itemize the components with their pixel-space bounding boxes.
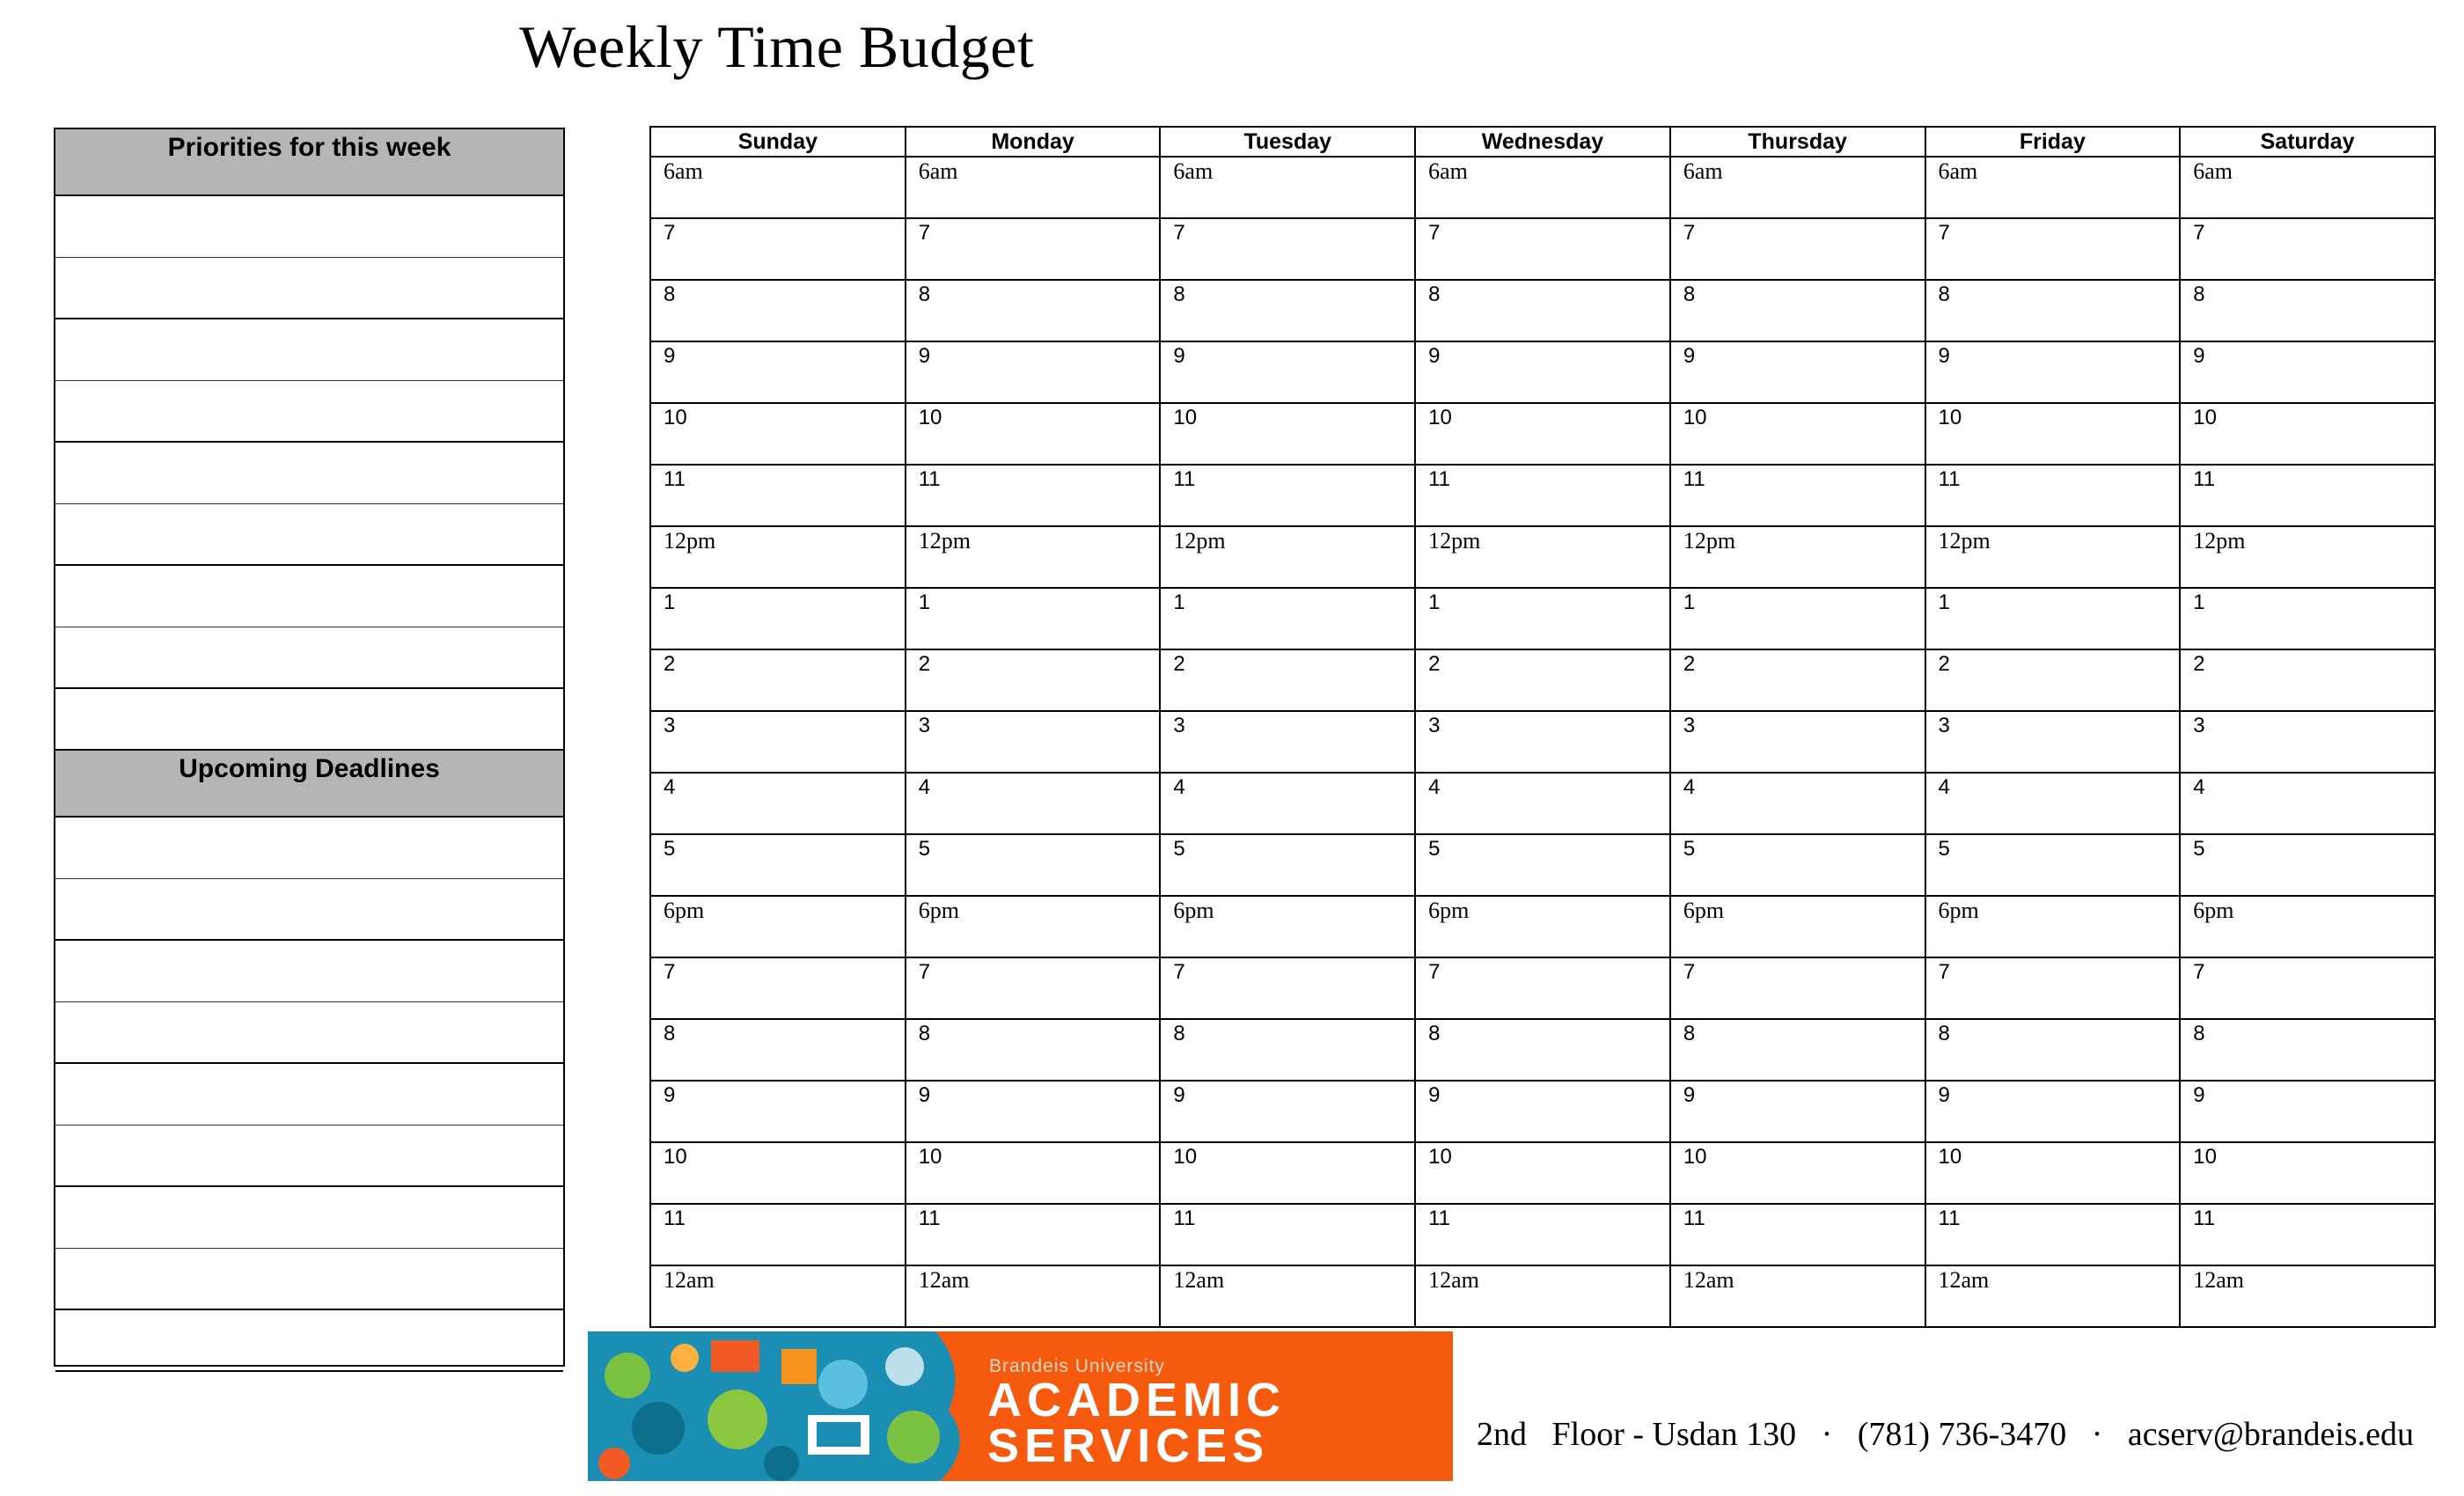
time-slot[interactable]: 10 xyxy=(2180,1142,2435,1204)
time-slot[interactable]: 6pm xyxy=(1415,896,1670,957)
writing-line[interactable] xyxy=(55,381,563,443)
time-row xyxy=(650,341,2435,403)
time-slot[interactable]: 11 xyxy=(906,1204,1161,1265)
time-slot[interactable]: 11 xyxy=(650,1204,906,1265)
time-slot[interactable]: 5 xyxy=(1670,834,1925,896)
footer-location: 2nd Floor - Usdan 130 xyxy=(1477,1416,1797,1453)
time-slot[interactable]: 12am xyxy=(650,1265,906,1327)
priorities-header: Priorities for this week xyxy=(55,129,563,196)
footer-email: acserv@brandeis.edu xyxy=(2127,1416,2415,1453)
time-slot[interactable]: 11 xyxy=(1415,465,1670,526)
writing-line[interactable] xyxy=(55,818,563,879)
time-slot[interactable]: 7 xyxy=(1160,218,1415,280)
time-slot[interactable]: 3 xyxy=(1925,711,2181,773)
time-slot[interactable]: 1 xyxy=(650,588,906,649)
time-slot[interactable]: 7 xyxy=(1415,218,1670,280)
time-slot[interactable]: 7 xyxy=(906,957,1161,1019)
time-slot[interactable]: 6pm xyxy=(1670,896,1925,957)
time-slot[interactable]: 9 xyxy=(2180,1081,2435,1142)
time-slot[interactable]: 11 xyxy=(1160,1204,1415,1265)
writing-line[interactable] xyxy=(55,1249,563,1310)
time-slot[interactable]: 12pm xyxy=(2180,526,2435,588)
time-slot[interactable]: 8 xyxy=(1415,280,1670,341)
time-slot[interactable]: 1 xyxy=(1670,588,1925,649)
time-slot[interactable]: 10 xyxy=(1925,1142,2181,1204)
time-slot[interactable]: 12am xyxy=(1415,1265,1670,1327)
writing-line[interactable] xyxy=(55,258,563,319)
time-slot[interactable]: 3 xyxy=(1415,711,1670,773)
time-row xyxy=(650,1265,2435,1327)
time-slot[interactable]: 7 xyxy=(650,218,906,280)
writing-line[interactable] xyxy=(55,879,563,941)
time-slot[interactable]: 6am xyxy=(1925,157,2181,218)
day-header-wednesday: Wednesday xyxy=(1415,127,1670,157)
time-slot[interactable]: 10 xyxy=(650,403,906,465)
time-slot[interactable]: 6pm xyxy=(650,896,906,957)
time-slot[interactable]: 10 xyxy=(1925,403,2181,465)
writing-line[interactable] xyxy=(55,627,563,689)
time-slot[interactable]: 11 xyxy=(1925,465,2181,526)
time-slot[interactable]: 8 xyxy=(2180,280,2435,341)
time-slot[interactable]: 2 xyxy=(1925,649,2181,711)
time-slot[interactable]: 1 xyxy=(1160,588,1415,649)
time-slot[interactable]: 5 xyxy=(906,834,1161,896)
time-row xyxy=(650,526,2435,588)
time-slot[interactable]: 8 xyxy=(1670,1019,1925,1081)
time-slot[interactable]: 4 xyxy=(1160,773,1415,834)
time-slot[interactable]: 12pm xyxy=(1925,526,2181,588)
day-header-row xyxy=(650,127,2435,157)
university-name: Brandeis University xyxy=(989,1356,1165,1376)
time-slot[interactable]: 10 xyxy=(906,1142,1161,1204)
time-slot[interactable]: 8 xyxy=(906,1019,1161,1081)
time-slot[interactable]: 12pm xyxy=(1670,526,1925,588)
day-header-saturday: Saturday xyxy=(2180,127,2435,157)
time-slot[interactable]: 10 xyxy=(906,403,1161,465)
time-slot[interactable]: 4 xyxy=(906,773,1161,834)
time-slot[interactable]: 8 xyxy=(1160,1019,1415,1081)
time-slot[interactable]: 3 xyxy=(906,711,1161,773)
writing-line[interactable] xyxy=(55,1310,563,1372)
time-slot[interactable]: 9 xyxy=(650,341,906,403)
time-slot[interactable]: 9 xyxy=(650,1081,906,1142)
time-slot[interactable]: 10 xyxy=(1160,1142,1415,1204)
time-slot[interactable]: 6pm xyxy=(2180,896,2435,957)
time-slot[interactable]: 12pm xyxy=(906,526,1161,588)
writing-line[interactable] xyxy=(55,1187,563,1249)
weekly-calendar xyxy=(649,126,2436,1328)
time-slot[interactable]: 6am xyxy=(1670,157,1925,218)
writing-line[interactable] xyxy=(55,1126,563,1187)
time-slot[interactable]: 12pm xyxy=(650,526,906,588)
time-slot[interactable]: 3 xyxy=(2180,711,2435,773)
day-header-sunday: Sunday xyxy=(650,127,906,157)
writing-line[interactable] xyxy=(55,941,563,1002)
time-slot[interactable]: 8 xyxy=(1670,280,1925,341)
time-slot[interactable]: 7 xyxy=(650,957,906,1019)
time-slot[interactable]: 12pm xyxy=(1415,526,1670,588)
time-slot[interactable]: 6am xyxy=(650,157,906,218)
footer-phone: (781) 736-3470 xyxy=(1857,1416,2067,1453)
time-slot[interactable]: 3 xyxy=(650,711,906,773)
time-slot[interactable]: 11 xyxy=(1670,465,1925,526)
time-row xyxy=(650,1081,2435,1142)
time-slot[interactable]: 3 xyxy=(1670,711,1925,773)
time-slot[interactable]: 6pm xyxy=(1925,896,2181,957)
time-slot[interactable]: 8 xyxy=(1160,280,1415,341)
time-slot[interactable]: 11 xyxy=(1160,465,1415,526)
time-slot[interactable]: 12am xyxy=(1670,1265,1925,1327)
time-slot[interactable]: 7 xyxy=(1925,218,2181,280)
time-slot[interactable]: 7 xyxy=(1670,218,1925,280)
time-slot[interactable]: 8 xyxy=(1415,1019,1670,1081)
time-slot[interactable]: 10 xyxy=(1415,1142,1670,1204)
time-slot[interactable]: 4 xyxy=(1670,773,1925,834)
footer-separator: · xyxy=(2091,1416,2103,1453)
priorities-list xyxy=(55,196,563,751)
page-title: Weekly Time Budget xyxy=(519,13,1035,80)
time-slot[interactable]: 8 xyxy=(650,1019,906,1081)
time-slot[interactable]: 8 xyxy=(650,280,906,341)
time-row xyxy=(650,280,2435,341)
time-slot[interactable]: 2 xyxy=(1415,649,1670,711)
writing-line[interactable] xyxy=(55,689,563,751)
time-slot[interactable]: 1 xyxy=(2180,588,2435,649)
time-slot[interactable]: 7 xyxy=(2180,957,2435,1019)
writing-line[interactable] xyxy=(55,566,563,627)
deadlines-list xyxy=(55,818,563,1372)
time-slot[interactable]: 4 xyxy=(1415,773,1670,834)
time-slot[interactable]: 2 xyxy=(906,649,1161,711)
day-header-tuesday: Tuesday xyxy=(1160,127,1415,157)
time-slot[interactable]: 10 xyxy=(1160,403,1415,465)
time-slot[interactable]: 5 xyxy=(1925,834,2181,896)
time-slot[interactable]: 10 xyxy=(2180,403,2435,465)
time-slot[interactable]: 1 xyxy=(1925,588,2181,649)
time-slot[interactable]: 9 xyxy=(906,341,1161,403)
writing-line[interactable] xyxy=(55,443,563,504)
time-slot[interactable]: 12am xyxy=(1160,1265,1415,1327)
time-row xyxy=(650,157,2435,218)
time-slot[interactable]: 12am xyxy=(906,1265,1161,1327)
day-header-thursday: Thursday xyxy=(1670,127,1925,157)
time-slot[interactable]: 5 xyxy=(1160,834,1415,896)
time-row xyxy=(650,1204,2435,1265)
banner-line-services: SERVICES xyxy=(987,1419,1270,1472)
day-header-monday: Monday xyxy=(906,127,1161,157)
calendar-body xyxy=(650,157,2435,1327)
writing-line[interactable] xyxy=(55,504,563,566)
time-slot[interactable]: 2 xyxy=(2180,649,2435,711)
academic-services-banner xyxy=(588,1331,1453,1481)
day-header-friday: Friday xyxy=(1925,127,2181,157)
writing-line[interactable] xyxy=(55,196,563,258)
time-slot[interactable]: 6pm xyxy=(906,896,1161,957)
time-slot[interactable]: 5 xyxy=(1415,834,1670,896)
time-slot[interactable]: 7 xyxy=(1160,957,1415,1019)
time-slot[interactable]: 12am xyxy=(2180,1265,2435,1327)
time-slot[interactable]: 7 xyxy=(2180,218,2435,280)
time-slot[interactable]: 4 xyxy=(2180,773,2435,834)
footer-separator: · xyxy=(1821,1416,1833,1453)
banner-artwork xyxy=(588,1331,966,1481)
time-row xyxy=(650,1142,2435,1204)
time-row xyxy=(650,957,2435,1019)
time-slot[interactable]: 9 xyxy=(1925,1081,2181,1142)
time-slot[interactable]: 6am xyxy=(906,157,1161,218)
time-slot[interactable]: 7 xyxy=(1670,957,1925,1019)
time-slot[interactable]: 2 xyxy=(1160,649,1415,711)
time-slot[interactable]: 11 xyxy=(906,465,1161,526)
time-slot[interactable]: 7 xyxy=(1415,957,1670,1019)
time-slot[interactable]: 7 xyxy=(906,218,1161,280)
time-row xyxy=(650,896,2435,957)
time-slot[interactable]: 9 xyxy=(1160,341,1415,403)
icon-collage xyxy=(588,1331,966,1481)
time-slot[interactable]: 1 xyxy=(1415,588,1670,649)
time-slot[interactable]: 9 xyxy=(1415,341,1670,403)
time-slot[interactable]: 9 xyxy=(1160,1081,1415,1142)
time-slot[interactable]: 8 xyxy=(1925,1019,2181,1081)
time-slot[interactable]: 10 xyxy=(1670,403,1925,465)
time-slot[interactable]: 9 xyxy=(1415,1081,1670,1142)
time-slot[interactable]: 11 xyxy=(650,465,906,526)
time-slot[interactable]: 9 xyxy=(1670,341,1925,403)
time-slot[interactable]: 9 xyxy=(1925,341,2181,403)
writing-line[interactable] xyxy=(55,1002,563,1064)
writing-line[interactable] xyxy=(55,1064,563,1126)
time-row xyxy=(650,588,2435,649)
time-slot[interactable]: 10 xyxy=(1670,1142,1925,1204)
banner-line-academic: ACADEMIC xyxy=(987,1374,1286,1426)
time-slot[interactable]: 12am xyxy=(1925,1265,2181,1327)
time-row xyxy=(650,465,2435,526)
time-slot[interactable]: 5 xyxy=(650,834,906,896)
time-slot[interactable]: 11 xyxy=(2180,1204,2435,1265)
time-slot[interactable]: 4 xyxy=(650,773,906,834)
time-slot[interactable]: 10 xyxy=(650,1142,906,1204)
time-slot[interactable]: 8 xyxy=(1925,280,2181,341)
writing-line[interactable] xyxy=(55,319,563,381)
time-slot[interactable]: 1 xyxy=(906,588,1161,649)
time-slot[interactable]: 9 xyxy=(1670,1081,1925,1142)
time-slot[interactable]: 11 xyxy=(1415,1204,1670,1265)
time-slot[interactable]: 9 xyxy=(906,1081,1161,1142)
time-slot[interactable]: 2 xyxy=(650,649,906,711)
time-slot[interactable]: 8 xyxy=(2180,1019,2435,1081)
time-slot[interactable]: 6am xyxy=(1415,157,1670,218)
time-slot[interactable]: 2 xyxy=(1670,649,1925,711)
time-slot[interactable]: 6am xyxy=(2180,157,2435,218)
time-slot[interactable]: 6am xyxy=(1160,157,1415,218)
deadlines-header: Upcoming Deadlines xyxy=(55,751,563,818)
time-row xyxy=(650,649,2435,711)
time-row xyxy=(650,403,2435,465)
time-slot[interactable]: 11 xyxy=(2180,465,2435,526)
time-slot[interactable]: 5 xyxy=(2180,834,2435,896)
time-slot[interactable]: 11 xyxy=(1925,1204,2181,1265)
time-row xyxy=(650,218,2435,280)
time-slot[interactable]: 12pm xyxy=(1160,526,1415,588)
time-slot[interactable]: 9 xyxy=(2180,341,2435,403)
time-row xyxy=(650,773,2435,834)
time-slot[interactable]: 11 xyxy=(1670,1204,1925,1265)
time-row xyxy=(650,1019,2435,1081)
time-row xyxy=(650,834,2435,896)
time-slot[interactable]: 6pm xyxy=(1160,896,1415,957)
time-row xyxy=(650,711,2435,773)
time-slot[interactable]: 4 xyxy=(1925,773,2181,834)
side-panel xyxy=(54,128,565,1367)
time-slot[interactable]: 8 xyxy=(906,280,1161,341)
contact-footer xyxy=(1477,1415,2414,1454)
time-slot[interactable]: 3 xyxy=(1160,711,1415,773)
time-slot[interactable]: 10 xyxy=(1415,403,1670,465)
time-slot[interactable]: 7 xyxy=(1925,957,2181,1019)
